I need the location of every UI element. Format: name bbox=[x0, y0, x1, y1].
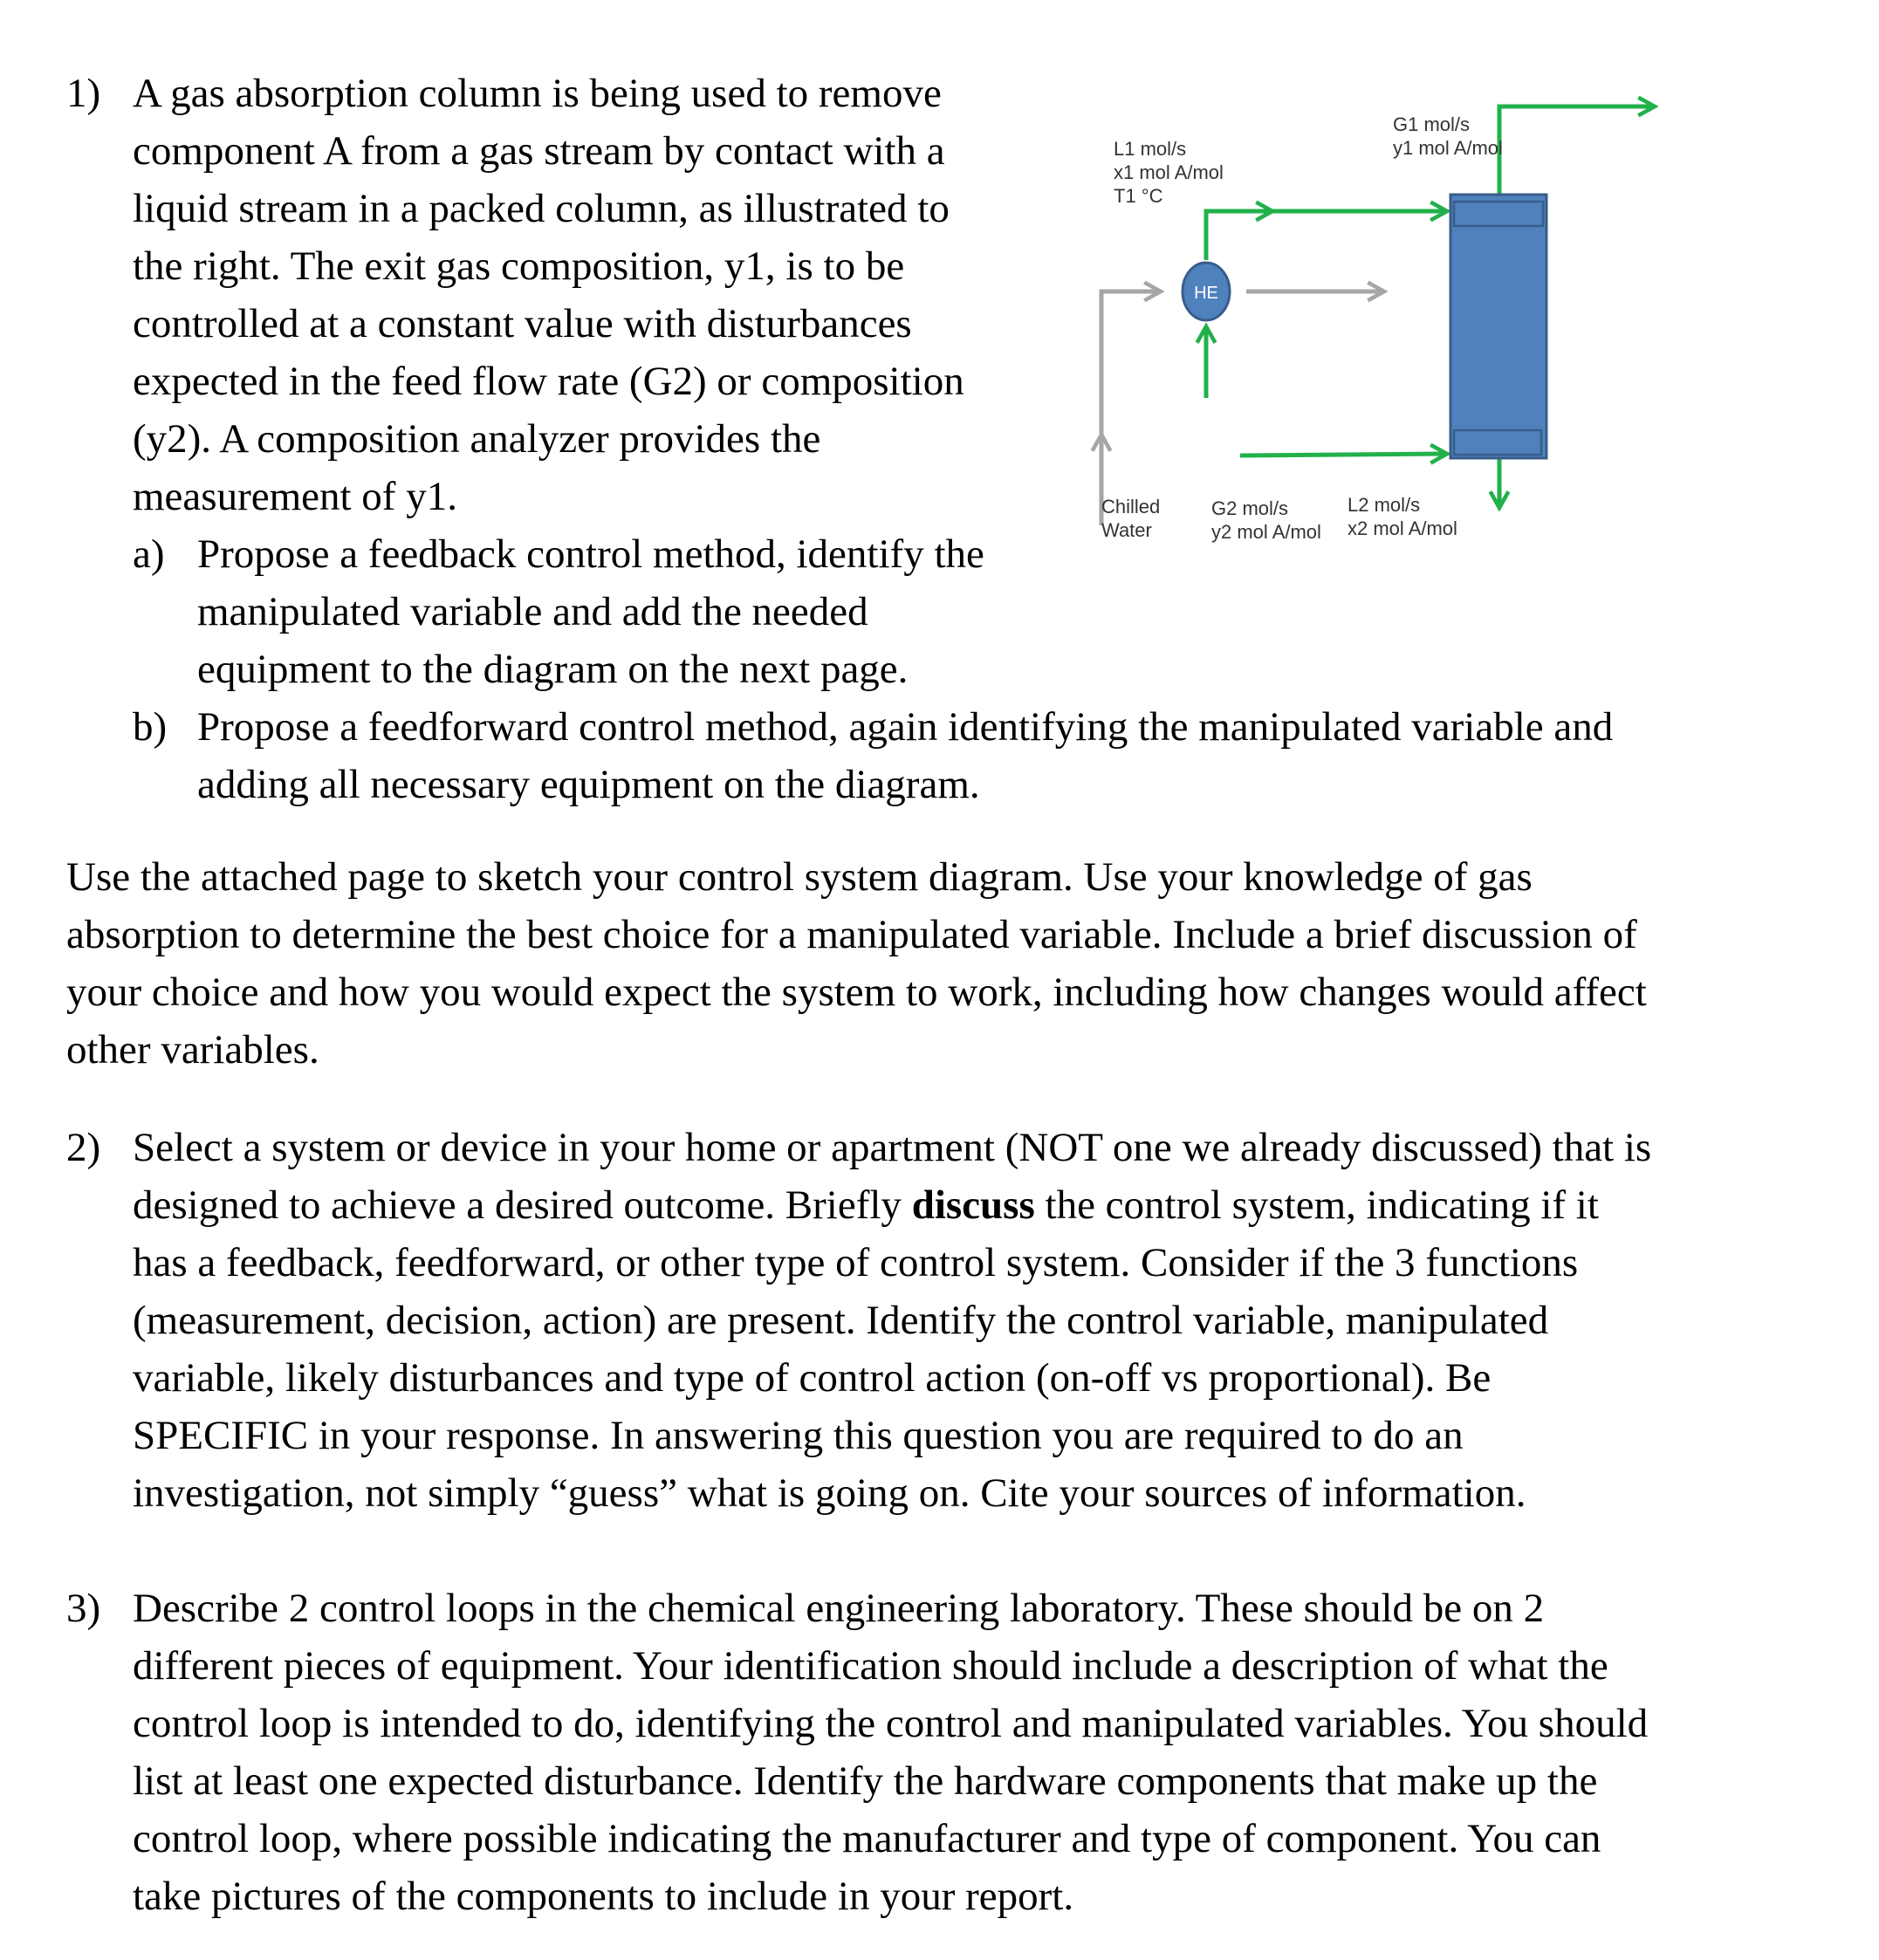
heat-exchanger-label: HE bbox=[1194, 284, 1218, 303]
chilled-water-inlet-line bbox=[1101, 291, 1161, 525]
packed-column bbox=[1450, 195, 1546, 458]
q2-line-6: SPECIFIC in your response. In answering this question you are required to do an bbox=[133, 1413, 1464, 1458]
question-3-number: 3) bbox=[66, 1586, 101, 1631]
x1-composition-label: x1 mol A/mol bbox=[1114, 161, 1224, 183]
instructions-line-1: Use the attached page to sketch your control system diagram. Use your knowledge of gas bbox=[66, 854, 1533, 900]
q1a-label: a) bbox=[133, 531, 165, 577]
q1-line-6: expected in the feed flow rate (G2) or composition bbox=[133, 359, 964, 404]
q2-emphasis-discuss: discuss bbox=[911, 1182, 1035, 1228]
chilled-water-label-1: Chilled bbox=[1101, 496, 1161, 517]
t1-temperature-label: T1 °C bbox=[1114, 185, 1163, 207]
absorption-column-diagram bbox=[1082, 79, 1868, 646]
q1-line-7: (y2). A composition analyzer provides the bbox=[133, 416, 821, 462]
question-2-number: 2) bbox=[66, 1125, 101, 1170]
gas-feed-g2-line bbox=[1240, 454, 1447, 456]
instructions-line-2: absorption to determine the best choice for a manipulated variable. Include a brief discussion of bbox=[66, 912, 1637, 957]
instructions-line-4: other variables. bbox=[66, 1027, 319, 1073]
question-1-number: 1) bbox=[66, 71, 101, 116]
q2-line-2-pre: designed to achieve a desired outcome. Briefly bbox=[133, 1182, 912, 1228]
q1a-line-2: manipulated variable and add the needed bbox=[197, 589, 868, 634]
q3-line-6: take pictures of the components to include in your report. bbox=[133, 1874, 1074, 1919]
q2-line-7: investigation, not simply “guess” what is going on. Cite your sources of information. bbox=[133, 1470, 1526, 1516]
x2-composition-label: x2 mol A/mol bbox=[1348, 517, 1457, 539]
q3-line-1: Describe 2 control loops in the chemical engineering laboratory. These should be on 2 bbox=[133, 1586, 1545, 1631]
gas-outlet-g1-line bbox=[1499, 106, 1655, 194]
g2-flow-label: G2 mol/s bbox=[1211, 497, 1289, 519]
g1-flow-label: G1 mol/s bbox=[1393, 113, 1471, 135]
q2-line-2-post: the control system, indicating if it bbox=[1034, 1182, 1599, 1228]
q2-line-2 bbox=[133, 1176, 1599, 1234]
q1b-label: b) bbox=[133, 704, 168, 750]
instructions-line-3: your choice and how you would expect the system to work, including how changes would affect bbox=[66, 970, 1647, 1015]
column-top-distributor bbox=[1454, 202, 1543, 226]
q1-line-4: the right. The exit gas composition, y1, is to be bbox=[133, 243, 905, 289]
column-bottom-section bbox=[1454, 430, 1541, 455]
chilled-water-label-2: Water bbox=[1101, 519, 1152, 541]
q1-line-2: component A from a gas stream by contact with a bbox=[133, 128, 945, 174]
q1-line-8: measurement of y1. bbox=[133, 474, 457, 519]
q2-line-5: variable, likely disturbances and type of control action (on-off vs proportional). Be bbox=[133, 1355, 1492, 1401]
q3-line-3: control loop is intended to do, identifying the control and manipulated variables. You should bbox=[133, 1701, 1649, 1746]
q1-line-1: A gas absorption column is being used to remove bbox=[133, 71, 942, 116]
l2-flow-label: L2 mol/s bbox=[1348, 494, 1421, 516]
q3-line-5: control loop, where possible indicating the manufacturer and type of component. You can bbox=[133, 1816, 1601, 1861]
q3-line-2: different pieces of equipment. Your identification should include a description of what the bbox=[133, 1643, 1608, 1689]
liquid-feed-l1-line bbox=[1206, 211, 1272, 260]
q2-line-4: (measurement, decision, action) are present. Identify the control variable, manipulated bbox=[133, 1298, 1549, 1343]
q1b-line-1: Propose a feedforward control method, again identifying the manipulated variable and bbox=[197, 704, 1614, 750]
q2-line-1: Select a system or device in your home or apartment (NOT one we already discussed) that is bbox=[133, 1125, 1652, 1170]
q1b-line-2: adding all necessary equipment on the diagram. bbox=[197, 762, 980, 807]
q1-line-5: controlled at a constant value with disturbances bbox=[133, 301, 912, 346]
l1-flow-label: L1 mol/s bbox=[1114, 138, 1187, 160]
q1a-line-1: Propose a feedback control method, identify the bbox=[197, 531, 984, 577]
q3-line-4: list at least one expected disturbance. Identify the hardware components that make up the bbox=[133, 1758, 1598, 1804]
q2-line-3: has a feedback, feedforward, or other type of control system. Consider if the 3 functions bbox=[133, 1240, 1579, 1285]
y2-composition-label: y2 mol A/mol bbox=[1211, 521, 1321, 543]
q1-line-3: liquid stream in a packed column, as illustrated to bbox=[133, 186, 950, 231]
q1a-line-3: equipment to the diagram on the next page. bbox=[197, 647, 909, 692]
y1-composition-label: y1 mol A/mol bbox=[1393, 137, 1503, 159]
